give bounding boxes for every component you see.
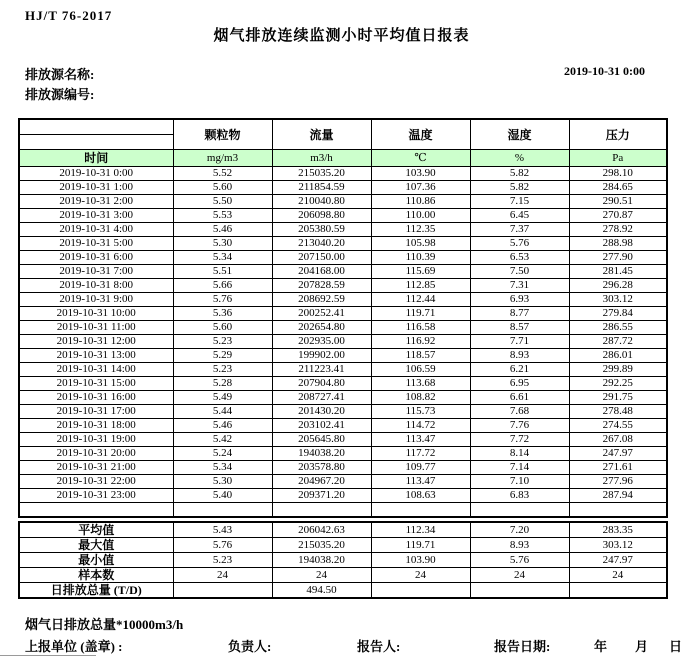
value-cell: 6.93 xyxy=(470,293,569,307)
unit-header-row xyxy=(19,150,667,167)
time-cell: 2019-10-31 23:00 xyxy=(19,489,173,503)
value-cell: 5.66 xyxy=(173,279,272,293)
summary-label-cell: 最大值 xyxy=(19,538,173,553)
value-cell: 103.90 xyxy=(371,167,470,181)
table-row xyxy=(19,447,667,461)
value-cell: 7.76 xyxy=(470,419,569,433)
pollutant-header-row xyxy=(19,119,667,135)
time-cell: 2019-10-31 12:00 xyxy=(19,335,173,349)
value-cell: 287.72 xyxy=(569,335,667,349)
value-cell: 5.46 xyxy=(173,419,272,433)
value-cell: 5.23 xyxy=(173,363,272,377)
value-cell: 5.34 xyxy=(173,251,272,265)
value-cell: 286.01 xyxy=(569,349,667,363)
report-datetime: 2019-10-31 0:00 xyxy=(564,64,645,78)
summary-row xyxy=(19,522,667,538)
summary-value-cell: 5.76 xyxy=(470,553,569,568)
value-cell: 287.94 xyxy=(569,489,667,503)
summary-value-cell: 247.97 xyxy=(569,553,667,568)
value-cell: 208727.41 xyxy=(272,391,371,405)
table-row xyxy=(19,461,667,475)
value-cell: 110.00 xyxy=(371,209,470,223)
bottom-edge-line xyxy=(0,655,96,656)
standard-code: HJ/T 76-2017 xyxy=(25,8,113,23)
value-cell: 5.60 xyxy=(173,181,272,195)
value-cell: 5.30 xyxy=(173,237,272,251)
source-code-label: 排放源编号: xyxy=(25,87,95,102)
report-unit-label: 上报单位 (盖章) : xyxy=(25,639,123,654)
emission-total-note: 烟气日排放总量*10000m3/h xyxy=(25,617,184,632)
value-cell: 6.21 xyxy=(470,363,569,377)
value-cell: 5.34 xyxy=(173,461,272,475)
summary-value-cell: 24 xyxy=(272,568,371,583)
value-cell: 107.36 xyxy=(371,181,470,195)
summary-row xyxy=(19,568,667,583)
value-cell: 115.73 xyxy=(371,405,470,419)
summary-value-cell: 103.90 xyxy=(371,553,470,568)
value-cell: 117.72 xyxy=(371,447,470,461)
summary-value-cell: 24 xyxy=(173,568,272,583)
reporter-label: 报告人: xyxy=(357,639,401,654)
table-row xyxy=(19,237,667,251)
pollutant-name-header: 压力 xyxy=(569,119,667,150)
table-row xyxy=(19,209,667,223)
value-cell: 207904.80 xyxy=(272,377,371,391)
value-cell: 8.93 xyxy=(470,349,569,363)
value-cell: 199902.00 xyxy=(272,349,371,363)
value-cell: 112.44 xyxy=(371,293,470,307)
summary-value-cell xyxy=(173,583,272,599)
data-rows xyxy=(19,167,667,503)
summary-value-cell: 5.23 xyxy=(173,553,272,568)
value-cell: 5.44 xyxy=(173,405,272,419)
value-cell: 299.89 xyxy=(569,363,667,377)
value-cell: 271.61 xyxy=(569,461,667,475)
value-cell: 278.48 xyxy=(569,405,667,419)
table-row xyxy=(19,489,667,503)
table-row xyxy=(19,405,667,419)
summary-value-cell: 112.34 xyxy=(371,522,470,538)
table-row xyxy=(19,279,667,293)
value-cell: 116.58 xyxy=(371,321,470,335)
time-column-header: 时间 xyxy=(19,150,173,167)
value-cell: 209371.20 xyxy=(272,489,371,503)
unit-header: mg/m3 xyxy=(173,150,272,167)
table-row xyxy=(19,223,667,237)
summary-row xyxy=(19,538,667,553)
value-cell: 114.72 xyxy=(371,419,470,433)
table-row xyxy=(19,167,667,181)
value-cell: 113.47 xyxy=(371,475,470,489)
value-cell: 5.76 xyxy=(470,237,569,251)
value-cell: 290.51 xyxy=(569,195,667,209)
value-cell: 208692.59 xyxy=(272,293,371,307)
summary-value-cell: 7.20 xyxy=(470,522,569,538)
page-title: 烟气排放连续监测小时平均值日报表 xyxy=(213,28,470,44)
summary-table xyxy=(18,521,668,599)
value-cell: 5.23 xyxy=(173,335,272,349)
table-row xyxy=(19,475,667,489)
value-cell: 119.71 xyxy=(371,307,470,321)
time-cell: 2019-10-31 18:00 xyxy=(19,419,173,433)
time-cell: 2019-10-31 1:00 xyxy=(19,181,173,195)
value-cell: 204168.00 xyxy=(272,265,371,279)
value-cell: 5.42 xyxy=(173,433,272,447)
time-cell: 2019-10-31 0:00 xyxy=(19,167,173,181)
value-cell: 204967.20 xyxy=(272,475,371,489)
value-cell: 5.76 xyxy=(173,293,272,307)
value-cell: 203578.80 xyxy=(272,461,371,475)
value-cell: 298.10 xyxy=(569,167,667,181)
unit-header: % xyxy=(470,150,569,167)
value-cell: 202935.00 xyxy=(272,335,371,349)
summary-value-cell: 303.12 xyxy=(569,538,667,553)
value-cell: 112.85 xyxy=(371,279,470,293)
table-row xyxy=(19,335,667,349)
time-cell: 2019-10-31 6:00 xyxy=(19,251,173,265)
summary-value-cell: 194038.20 xyxy=(272,553,371,568)
value-cell: 203102.41 xyxy=(272,419,371,433)
value-cell: 211223.41 xyxy=(272,363,371,377)
table-row xyxy=(19,265,667,279)
summary-rows xyxy=(19,522,667,598)
value-cell: 281.45 xyxy=(569,265,667,279)
value-cell: 296.28 xyxy=(569,279,667,293)
time-cell: 2019-10-31 4:00 xyxy=(19,223,173,237)
summary-value-cell: 494.50 xyxy=(272,583,371,599)
value-cell: 7.71 xyxy=(470,335,569,349)
value-cell: 5.60 xyxy=(173,321,272,335)
value-cell: 202654.80 xyxy=(272,321,371,335)
value-cell: 215035.20 xyxy=(272,167,371,181)
value-cell: 106.59 xyxy=(371,363,470,377)
value-cell: 288.98 xyxy=(569,237,667,251)
value-cell: 5.82 xyxy=(470,181,569,195)
table-row xyxy=(19,293,667,307)
value-cell: 210040.80 xyxy=(272,195,371,209)
table-row xyxy=(19,363,667,377)
value-cell: 118.57 xyxy=(371,349,470,363)
value-cell: 200252.41 xyxy=(272,307,371,321)
value-cell: 7.15 xyxy=(470,195,569,209)
summary-value-cell: 5.43 xyxy=(173,522,272,538)
value-cell: 113.68 xyxy=(371,377,470,391)
value-cell: 277.96 xyxy=(569,475,667,489)
value-cell: 105.98 xyxy=(371,237,470,251)
summary-value-cell: 24 xyxy=(371,568,470,583)
table-row xyxy=(19,419,667,433)
day-label: 日 xyxy=(669,639,683,654)
value-cell: 5.82 xyxy=(470,167,569,181)
summary-value-cell: 283.35 xyxy=(569,522,667,538)
table-row xyxy=(19,433,667,447)
value-cell: 207150.00 xyxy=(272,251,371,265)
value-cell: 108.63 xyxy=(371,489,470,503)
value-cell: 5.50 xyxy=(173,195,272,209)
table-row xyxy=(19,391,667,405)
summary-value-cell: 24 xyxy=(569,568,667,583)
summary-label-cell: 日排放总量 (T/D) xyxy=(19,583,173,599)
table-row xyxy=(19,307,667,321)
value-cell: 7.50 xyxy=(470,265,569,279)
value-cell: 284.65 xyxy=(569,181,667,195)
table-row xyxy=(19,251,667,265)
header-empty-cell-bottom xyxy=(19,135,173,150)
value-cell: 207828.59 xyxy=(272,279,371,293)
value-cell: 5.29 xyxy=(173,349,272,363)
value-cell: 270.87 xyxy=(569,209,667,223)
value-cell: 201430.20 xyxy=(272,405,371,419)
value-cell: 7.37 xyxy=(470,223,569,237)
time-cell: 2019-10-31 2:00 xyxy=(19,195,173,209)
value-cell: 8.14 xyxy=(470,447,569,461)
value-cell: 6.53 xyxy=(470,251,569,265)
time-cell: 2019-10-31 11:00 xyxy=(19,321,173,335)
value-cell: 278.92 xyxy=(569,223,667,237)
pollutant-name-header: 流量 xyxy=(272,119,371,150)
table-row xyxy=(19,321,667,335)
time-cell: 2019-10-31 8:00 xyxy=(19,279,173,293)
value-cell: 6.83 xyxy=(470,489,569,503)
value-cell: 6.61 xyxy=(470,391,569,405)
value-cell: 6.45 xyxy=(470,209,569,223)
value-cell: 274.55 xyxy=(569,419,667,433)
time-cell: 2019-10-31 9:00 xyxy=(19,293,173,307)
value-cell: 205380.59 xyxy=(272,223,371,237)
value-cell: 194038.20 xyxy=(272,447,371,461)
time-cell: 2019-10-31 22:00 xyxy=(19,475,173,489)
summary-value-cell: 5.76 xyxy=(173,538,272,553)
summary-value-cell: 8.93 xyxy=(470,538,569,553)
time-cell: 2019-10-31 21:00 xyxy=(19,461,173,475)
value-cell: 110.86 xyxy=(371,195,470,209)
value-cell: 109.77 xyxy=(371,461,470,475)
unit-header: m3/h xyxy=(272,150,371,167)
summary-label-cell: 最小值 xyxy=(19,553,173,568)
unit-header: ℃ xyxy=(371,150,470,167)
value-cell: 7.31 xyxy=(470,279,569,293)
value-cell: 6.95 xyxy=(470,377,569,391)
summary-value-cell xyxy=(470,583,569,599)
pollutant-name-header: 颗粒物 xyxy=(173,119,272,150)
value-cell: 5.46 xyxy=(173,223,272,237)
hourly-data-table xyxy=(18,118,668,518)
time-cell: 2019-10-31 7:00 xyxy=(19,265,173,279)
time-cell: 2019-10-31 17:00 xyxy=(19,405,173,419)
value-cell: 267.08 xyxy=(569,433,667,447)
value-cell: 7.68 xyxy=(470,405,569,419)
value-cell: 247.97 xyxy=(569,447,667,461)
value-cell: 116.92 xyxy=(371,335,470,349)
value-cell: 7.14 xyxy=(470,461,569,475)
value-cell: 303.12 xyxy=(569,293,667,307)
pollutant-name-header: 湿度 xyxy=(470,119,569,150)
summary-row xyxy=(19,553,667,568)
summary-value-cell xyxy=(569,583,667,599)
time-cell: 2019-10-31 14:00 xyxy=(19,363,173,377)
summary-value-cell: 24 xyxy=(470,568,569,583)
report-date-label: 报告日期: xyxy=(494,639,551,654)
summary-label-cell: 平均值 xyxy=(19,522,173,538)
value-cell: 5.51 xyxy=(173,265,272,279)
value-cell: 5.49 xyxy=(173,391,272,405)
value-cell: 213040.20 xyxy=(272,237,371,251)
source-name-label: 排放源名称: xyxy=(25,67,95,82)
time-cell: 2019-10-31 3:00 xyxy=(19,209,173,223)
value-cell: 5.36 xyxy=(173,307,272,321)
summary-value-cell xyxy=(371,583,470,599)
blank-separator-row xyxy=(19,503,667,518)
value-cell: 112.35 xyxy=(371,223,470,237)
unit-header: Pa xyxy=(569,150,667,167)
value-cell: 292.25 xyxy=(569,377,667,391)
pollutant-name-header: 温度 xyxy=(371,119,470,150)
value-cell: 8.57 xyxy=(470,321,569,335)
value-cell: 5.28 xyxy=(173,377,272,391)
summary-label-cell: 样本数 xyxy=(19,568,173,583)
value-cell: 5.24 xyxy=(173,447,272,461)
value-cell: 5.53 xyxy=(173,209,272,223)
value-cell: 5.40 xyxy=(173,489,272,503)
value-cell: 206098.80 xyxy=(272,209,371,223)
value-cell: 205645.80 xyxy=(272,433,371,447)
time-cell: 2019-10-31 10:00 xyxy=(19,307,173,321)
time-cell: 2019-10-31 20:00 xyxy=(19,447,173,461)
value-cell: 7.10 xyxy=(470,475,569,489)
summary-row xyxy=(19,583,667,599)
time-cell: 2019-10-31 19:00 xyxy=(19,433,173,447)
summary-value-cell: 215035.20 xyxy=(272,538,371,553)
value-cell: 211854.59 xyxy=(272,181,371,195)
value-cell: 286.55 xyxy=(569,321,667,335)
value-cell: 291.75 xyxy=(569,391,667,405)
table-row xyxy=(19,349,667,363)
time-cell: 2019-10-31 15:00 xyxy=(19,377,173,391)
summary-value-cell: 206042.63 xyxy=(272,522,371,538)
value-cell: 5.52 xyxy=(173,167,272,181)
responsible-person-label: 负责人: xyxy=(228,639,272,654)
time-cell: 2019-10-31 5:00 xyxy=(19,237,173,251)
table-row xyxy=(19,181,667,195)
value-cell: 115.69 xyxy=(371,265,470,279)
value-cell: 277.90 xyxy=(569,251,667,265)
value-cell: 279.84 xyxy=(569,307,667,321)
value-cell: 7.72 xyxy=(470,433,569,447)
header-empty-cell-top xyxy=(19,119,173,135)
month-label: 月 xyxy=(635,639,649,654)
summary-value-cell: 119.71 xyxy=(371,538,470,553)
value-cell: 5.30 xyxy=(173,475,272,489)
year-label: 年 xyxy=(594,639,608,654)
value-cell: 110.39 xyxy=(371,251,470,265)
table-row xyxy=(19,195,667,209)
time-cell: 2019-10-31 13:00 xyxy=(19,349,173,363)
time-cell: 2019-10-31 16:00 xyxy=(19,391,173,405)
value-cell: 113.47 xyxy=(371,433,470,447)
value-cell: 8.77 xyxy=(470,307,569,321)
table-row xyxy=(19,377,667,391)
value-cell: 108.82 xyxy=(371,391,470,405)
